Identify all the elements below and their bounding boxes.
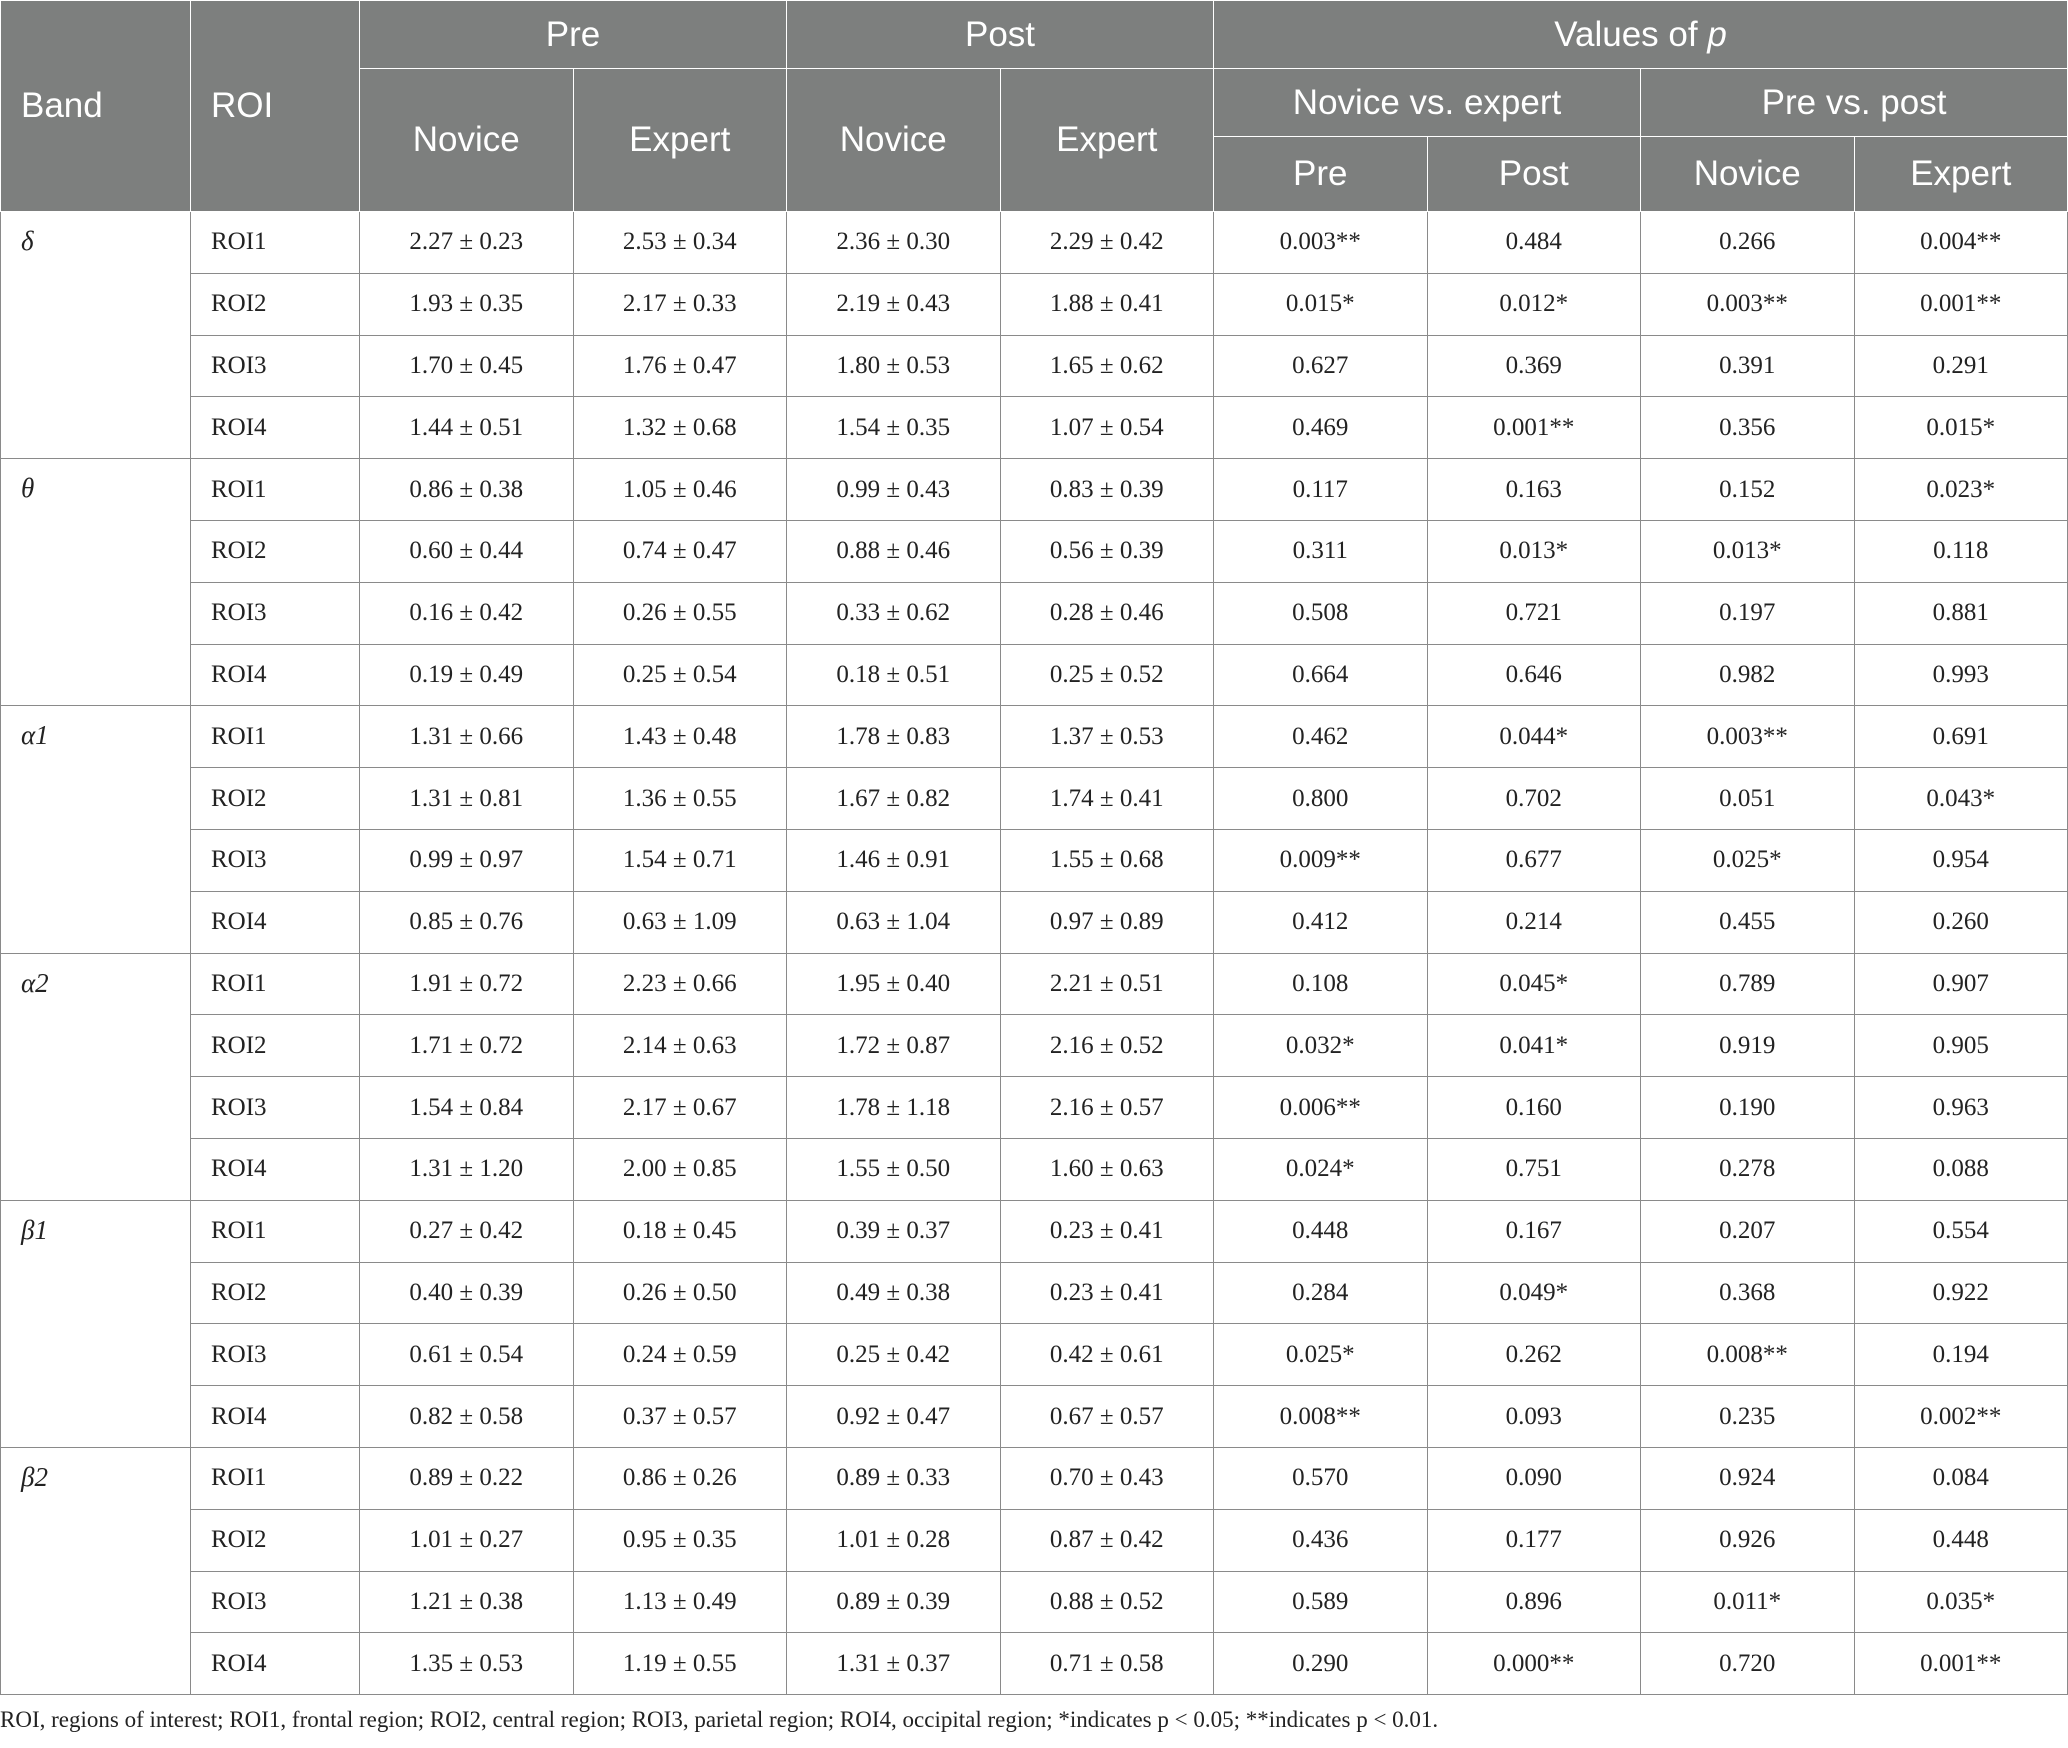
roi-cell: ROI1 xyxy=(191,953,360,1015)
cell-post-expert: 1.37 ± 0.53 xyxy=(1000,706,1214,768)
cell-p-ne-post: 0.702 xyxy=(1427,768,1641,830)
cell-p-pp-novice: 0.190 xyxy=(1641,1077,1855,1139)
cell-post-expert: 0.56 ± 0.39 xyxy=(1000,520,1214,582)
cell-post-novice: 0.25 ± 0.42 xyxy=(787,1324,1001,1386)
roi-cell: ROI2 xyxy=(191,1015,360,1077)
header-pvp-expert: Expert xyxy=(1854,137,2068,212)
cell-p-pp-expert: 0.088 xyxy=(1854,1138,2068,1200)
roi-cell: ROI3 xyxy=(191,1324,360,1386)
cell-pre-novice: 0.16 ± 0.42 xyxy=(360,582,574,644)
cell-post-novice: 0.88 ± 0.46 xyxy=(787,520,1001,582)
header-post-expert: Expert xyxy=(1000,69,1214,212)
cell-pre-novice: 1.71 ± 0.72 xyxy=(360,1015,574,1077)
cell-p-ne-post: 0.484 xyxy=(1427,212,1641,274)
cell-post-novice: 2.36 ± 0.30 xyxy=(787,212,1001,274)
cell-p-ne-pre: 0.664 xyxy=(1214,644,1428,706)
cell-post-expert: 0.67 ± 0.57 xyxy=(1000,1386,1214,1448)
cell-p-ne-post: 0.044* xyxy=(1427,706,1641,768)
cell-p-pp-expert: 0.691 xyxy=(1854,706,2068,768)
header-pre-vs-post: Pre vs. post xyxy=(1641,69,2068,137)
band-label: α1 xyxy=(1,706,191,953)
cell-p-ne-post: 0.167 xyxy=(1427,1200,1641,1262)
cell-post-novice: 0.99 ± 0.43 xyxy=(787,459,1001,521)
roi-cell: ROI3 xyxy=(191,1077,360,1139)
header-roi: ROI xyxy=(191,1,360,212)
cell-p-ne-pre: 0.436 xyxy=(1214,1509,1428,1571)
cell-post-novice: 1.72 ± 0.87 xyxy=(787,1015,1001,1077)
cell-pre-expert: 2.14 ± 0.63 xyxy=(573,1015,787,1077)
cell-p-pp-novice: 0.391 xyxy=(1641,335,1855,397)
table-row xyxy=(1,953,2068,1015)
cell-p-pp-expert: 0.291 xyxy=(1854,335,2068,397)
cell-pre-expert: 0.26 ± 0.50 xyxy=(573,1262,787,1324)
cell-post-expert: 0.23 ± 0.41 xyxy=(1000,1200,1214,1262)
table-row xyxy=(1,1509,2068,1571)
cell-p-pp-novice: 0.982 xyxy=(1641,644,1855,706)
table-row xyxy=(1,768,2068,830)
cell-p-ne-pre: 0.015* xyxy=(1214,273,1428,335)
cell-pre-novice: 1.35 ± 0.53 xyxy=(360,1633,574,1695)
cell-p-pp-expert: 0.905 xyxy=(1854,1015,2068,1077)
cell-post-expert: 1.60 ± 0.63 xyxy=(1000,1138,1214,1200)
cell-post-novice: 0.63 ± 1.04 xyxy=(787,891,1001,953)
cell-p-ne-pre: 0.006** xyxy=(1214,1077,1428,1139)
cell-p-pp-novice: 0.926 xyxy=(1641,1509,1855,1571)
cell-p-ne-post: 0.012* xyxy=(1427,273,1641,335)
cell-pre-novice: 0.40 ± 0.39 xyxy=(360,1262,574,1324)
cell-pre-novice: 0.85 ± 0.76 xyxy=(360,891,574,953)
cell-p-ne-pre: 0.589 xyxy=(1214,1571,1428,1633)
header-nve-pre: Pre xyxy=(1214,137,1428,212)
cell-p-ne-pre: 0.508 xyxy=(1214,582,1428,644)
cell-post-novice: 2.19 ± 0.43 xyxy=(787,273,1001,335)
table-row xyxy=(1,1015,2068,1077)
cell-pre-expert: 1.43 ± 0.48 xyxy=(573,706,787,768)
cell-pre-expert: 0.37 ± 0.57 xyxy=(573,1386,787,1448)
cell-p-pp-expert: 0.043* xyxy=(1854,768,2068,830)
header-p-italic: p xyxy=(1707,14,1727,54)
cell-pre-expert: 2.00 ± 0.85 xyxy=(573,1138,787,1200)
cell-pre-expert: 1.19 ± 0.55 xyxy=(573,1633,787,1695)
table-footnote: ROI, regions of interest; ROI1, frontal region; ROI2, central region; ROI3, parietal region; ROI4, occipital region; *indicates p < 0.05; **indicates p < 0.01. xyxy=(0,1707,1439,1732)
cell-p-ne-post: 0.041* xyxy=(1427,1015,1641,1077)
table-body xyxy=(1,212,2068,1695)
cell-post-novice: 0.89 ± 0.39 xyxy=(787,1571,1001,1633)
table-row xyxy=(1,706,2068,768)
cell-p-ne-post: 0.160 xyxy=(1427,1077,1641,1139)
cell-p-pp-expert: 0.448 xyxy=(1854,1509,2068,1571)
table-row xyxy=(1,891,2068,953)
cell-p-pp-expert: 0.881 xyxy=(1854,582,2068,644)
cell-p-pp-expert: 0.004** xyxy=(1854,212,2068,274)
header-pvp-novice: Novice xyxy=(1641,137,1855,212)
cell-post-novice: 1.31 ± 0.37 xyxy=(787,1633,1001,1695)
cell-post-novice: 0.39 ± 0.37 xyxy=(787,1200,1001,1262)
roi-cell: ROI1 xyxy=(191,212,360,274)
cell-pre-novice: 2.27 ± 0.23 xyxy=(360,212,574,274)
roi-cell: ROI3 xyxy=(191,582,360,644)
table-row xyxy=(1,1262,2068,1324)
cell-post-expert: 2.29 ± 0.42 xyxy=(1000,212,1214,274)
cell-p-ne-post: 0.163 xyxy=(1427,459,1641,521)
cell-pre-novice: 1.44 ± 0.51 xyxy=(360,397,574,459)
cell-p-ne-post: 0.177 xyxy=(1427,1509,1641,1571)
roi-cell: ROI1 xyxy=(191,459,360,521)
cell-pre-expert: 2.17 ± 0.33 xyxy=(573,273,787,335)
cell-pre-expert: 1.54 ± 0.71 xyxy=(573,829,787,891)
cell-p-pp-expert: 0.907 xyxy=(1854,953,2068,1015)
cell-p-ne-pre: 0.412 xyxy=(1214,891,1428,953)
cell-p-pp-expert: 0.554 xyxy=(1854,1200,2068,1262)
cell-p-ne-post: 0.369 xyxy=(1427,335,1641,397)
cell-p-pp-novice: 0.011* xyxy=(1641,1571,1855,1633)
cell-post-expert: 1.07 ± 0.54 xyxy=(1000,397,1214,459)
cell-pre-novice: 0.60 ± 0.44 xyxy=(360,520,574,582)
cell-post-novice: 1.67 ± 0.82 xyxy=(787,768,1001,830)
cell-post-expert: 0.25 ± 0.52 xyxy=(1000,644,1214,706)
cell-pre-expert: 0.86 ± 0.26 xyxy=(573,1447,787,1509)
cell-post-expert: 2.21 ± 0.51 xyxy=(1000,953,1214,1015)
band-label: α2 xyxy=(1,953,191,1200)
cell-post-expert: 2.16 ± 0.52 xyxy=(1000,1015,1214,1077)
cell-p-ne-post: 0.000** xyxy=(1427,1633,1641,1695)
cell-post-expert: 1.88 ± 0.41 xyxy=(1000,273,1214,335)
cell-post-expert: 0.83 ± 0.39 xyxy=(1000,459,1214,521)
cell-post-expert: 0.87 ± 0.42 xyxy=(1000,1509,1214,1571)
cell-p-ne-pre: 0.627 xyxy=(1214,335,1428,397)
roi-cell: ROI3 xyxy=(191,829,360,891)
band-label: δ xyxy=(1,212,191,459)
header-pre: Pre xyxy=(360,1,787,69)
cell-p-ne-pre: 0.025* xyxy=(1214,1324,1428,1386)
cell-pre-expert: 2.17 ± 0.67 xyxy=(573,1077,787,1139)
cell-p-pp-expert: 0.001** xyxy=(1854,1633,2068,1695)
cell-pre-novice: 1.70 ± 0.45 xyxy=(360,335,574,397)
cell-p-pp-novice: 0.152 xyxy=(1641,459,1855,521)
cell-p-pp-novice: 0.025* xyxy=(1641,829,1855,891)
cell-p-ne-pre: 0.009** xyxy=(1214,829,1428,891)
table-row xyxy=(1,644,2068,706)
cell-p-pp-expert: 0.963 xyxy=(1854,1077,2068,1139)
cell-p-pp-novice: 0.356 xyxy=(1641,397,1855,459)
cell-p-pp-novice: 0.235 xyxy=(1641,1386,1855,1448)
cell-pre-expert: 2.23 ± 0.66 xyxy=(573,953,787,1015)
cell-p-ne-post: 0.093 xyxy=(1427,1386,1641,1448)
cell-p-pp-novice: 0.008** xyxy=(1641,1324,1855,1386)
cell-post-expert: 0.28 ± 0.46 xyxy=(1000,582,1214,644)
header-pre-novice: Novice xyxy=(360,69,574,212)
roi-cell: ROI4 xyxy=(191,644,360,706)
cell-pre-novice: 0.27 ± 0.42 xyxy=(360,1200,574,1262)
cell-p-ne-post: 0.896 xyxy=(1427,1571,1641,1633)
cell-p-pp-novice: 0.013* xyxy=(1641,520,1855,582)
table-row xyxy=(1,335,2068,397)
cell-pre-novice: 1.31 ± 1.20 xyxy=(360,1138,574,1200)
cell-post-novice: 1.46 ± 0.91 xyxy=(787,829,1001,891)
cell-pre-novice: 0.19 ± 0.49 xyxy=(360,644,574,706)
cell-p-pp-expert: 0.015* xyxy=(1854,397,2068,459)
cell-p-pp-novice: 0.003** xyxy=(1641,706,1855,768)
cell-p-ne-pre: 0.032* xyxy=(1214,1015,1428,1077)
roi-cell: ROI4 xyxy=(191,891,360,953)
cell-post-expert: 0.88 ± 0.52 xyxy=(1000,1571,1214,1633)
roi-cell: ROI2 xyxy=(191,768,360,830)
table-row xyxy=(1,212,2068,274)
cell-p-ne-post: 0.646 xyxy=(1427,644,1641,706)
cell-p-pp-expert: 0.194 xyxy=(1854,1324,2068,1386)
cell-p-pp-novice: 0.919 xyxy=(1641,1015,1855,1077)
cell-p-pp-novice: 0.197 xyxy=(1641,582,1855,644)
roi-cell: ROI1 xyxy=(191,1200,360,1262)
table-header xyxy=(1,1,2068,212)
roi-cell: ROI4 xyxy=(191,397,360,459)
roi-cell: ROI2 xyxy=(191,1509,360,1571)
table-row xyxy=(1,582,2068,644)
table-row xyxy=(1,1633,2068,1695)
cell-p-ne-post: 0.001** xyxy=(1427,397,1641,459)
cell-post-expert: 0.42 ± 0.61 xyxy=(1000,1324,1214,1386)
table-row xyxy=(1,459,2068,521)
cell-p-pp-expert: 0.260 xyxy=(1854,891,2068,953)
cell-p-ne-pre: 0.800 xyxy=(1214,768,1428,830)
cell-p-pp-expert: 0.084 xyxy=(1854,1447,2068,1509)
cell-p-pp-novice: 0.003** xyxy=(1641,273,1855,335)
cell-pre-novice: 0.89 ± 0.22 xyxy=(360,1447,574,1509)
cell-pre-expert: 1.36 ± 0.55 xyxy=(573,768,787,830)
cell-post-novice: 1.78 ± 1.18 xyxy=(787,1077,1001,1139)
cell-post-novice: 1.95 ± 0.40 xyxy=(787,953,1001,1015)
cell-pre-expert: 0.74 ± 0.47 xyxy=(573,520,787,582)
cell-post-expert: 0.70 ± 0.43 xyxy=(1000,1447,1214,1509)
cell-p-pp-novice: 0.051 xyxy=(1641,768,1855,830)
header-values-of-prefix: Values of xyxy=(1554,14,1708,54)
cell-post-novice: 1.78 ± 0.83 xyxy=(787,706,1001,768)
roi-cell: ROI1 xyxy=(191,1447,360,1509)
cell-p-ne-post: 0.214 xyxy=(1427,891,1641,953)
cell-pre-novice: 0.99 ± 0.97 xyxy=(360,829,574,891)
cell-p-pp-expert: 0.002** xyxy=(1854,1386,2068,1448)
header-band: Band xyxy=(1,1,191,212)
cell-pre-expert: 1.13 ± 0.49 xyxy=(573,1571,787,1633)
cell-p-ne-post: 0.721 xyxy=(1427,582,1641,644)
cell-p-pp-novice: 0.266 xyxy=(1641,212,1855,274)
band-label: θ xyxy=(1,459,191,706)
cell-p-ne-pre: 0.108 xyxy=(1214,953,1428,1015)
cell-post-novice: 0.33 ± 0.62 xyxy=(787,582,1001,644)
cell-pre-novice: 1.93 ± 0.35 xyxy=(360,273,574,335)
cell-p-pp-novice: 0.789 xyxy=(1641,953,1855,1015)
table-row xyxy=(1,1200,2068,1262)
cell-p-pp-expert: 0.035* xyxy=(1854,1571,2068,1633)
cell-post-novice: 1.01 ± 0.28 xyxy=(787,1509,1001,1571)
table-row xyxy=(1,1571,2068,1633)
cell-p-pp-novice: 0.278 xyxy=(1641,1138,1855,1200)
cell-pre-novice: 1.31 ± 0.66 xyxy=(360,706,574,768)
cell-post-novice: 0.89 ± 0.33 xyxy=(787,1447,1001,1509)
cell-p-ne-post: 0.013* xyxy=(1427,520,1641,582)
header-post: Post xyxy=(787,1,1214,69)
cell-pre-expert: 0.18 ± 0.45 xyxy=(573,1200,787,1262)
cell-post-novice: 0.92 ± 0.47 xyxy=(787,1386,1001,1448)
cell-pre-expert: 0.25 ± 0.54 xyxy=(573,644,787,706)
cell-p-ne-pre: 0.469 xyxy=(1214,397,1428,459)
cell-pre-novice: 0.61 ± 0.54 xyxy=(360,1324,574,1386)
table-row xyxy=(1,520,2068,582)
header-values-of-p xyxy=(1214,1,2068,69)
cell-pre-novice: 1.91 ± 0.72 xyxy=(360,953,574,1015)
cell-p-ne-pre: 0.003** xyxy=(1214,212,1428,274)
cell-p-pp-novice: 0.455 xyxy=(1641,891,1855,953)
cell-post-expert: 2.16 ± 0.57 xyxy=(1000,1077,1214,1139)
table-row xyxy=(1,273,2068,335)
cell-post-expert: 1.74 ± 0.41 xyxy=(1000,768,1214,830)
cell-p-ne-pre: 0.024* xyxy=(1214,1138,1428,1200)
roi-cell: ROI3 xyxy=(191,1571,360,1633)
table-row xyxy=(1,1386,2068,1448)
cell-p-ne-post: 0.751 xyxy=(1427,1138,1641,1200)
table-row xyxy=(1,1138,2068,1200)
cell-p-ne-pre: 0.311 xyxy=(1214,520,1428,582)
cell-p-pp-expert: 0.118 xyxy=(1854,520,2068,582)
table-row xyxy=(1,1077,2068,1139)
cell-post-expert: 1.55 ± 0.68 xyxy=(1000,829,1214,891)
cell-p-pp-expert: 0.954 xyxy=(1854,829,2068,891)
cell-p-ne-pre: 0.462 xyxy=(1214,706,1428,768)
cell-post-expert: 0.71 ± 0.58 xyxy=(1000,1633,1214,1695)
cell-p-pp-novice: 0.207 xyxy=(1641,1200,1855,1262)
roi-cell: ROI2 xyxy=(191,1262,360,1324)
cell-post-novice: 1.55 ± 0.50 xyxy=(787,1138,1001,1200)
cell-p-ne-pre: 0.570 xyxy=(1214,1447,1428,1509)
table-row xyxy=(1,1447,2068,1509)
header-novice-vs-expert: Novice vs. expert xyxy=(1214,69,1641,137)
header-nve-post: Post xyxy=(1427,137,1641,212)
roi-cell: ROI2 xyxy=(191,520,360,582)
table-row xyxy=(1,397,2068,459)
cell-p-ne-post: 0.090 xyxy=(1427,1447,1641,1509)
cell-p-pp-novice: 0.720 xyxy=(1641,1633,1855,1695)
cell-p-pp-novice: 0.368 xyxy=(1641,1262,1855,1324)
cell-post-novice: 1.80 ± 0.53 xyxy=(787,335,1001,397)
cell-pre-expert: 1.32 ± 0.68 xyxy=(573,397,787,459)
cell-p-ne-pre: 0.008** xyxy=(1214,1386,1428,1448)
cell-p-ne-pre: 0.117 xyxy=(1214,459,1428,521)
cell-post-novice: 0.49 ± 0.38 xyxy=(787,1262,1001,1324)
roi-cell: ROI4 xyxy=(191,1386,360,1448)
cell-pre-novice: 1.54 ± 0.84 xyxy=(360,1077,574,1139)
roi-cell: ROI4 xyxy=(191,1633,360,1695)
cell-p-ne-post: 0.677 xyxy=(1427,829,1641,891)
cell-post-expert: 0.23 ± 0.41 xyxy=(1000,1262,1214,1324)
cell-pre-novice: 1.21 ± 0.38 xyxy=(360,1571,574,1633)
cell-post-expert: 1.65 ± 0.62 xyxy=(1000,335,1214,397)
cell-p-pp-novice: 0.924 xyxy=(1641,1447,1855,1509)
table-row xyxy=(1,1324,2068,1386)
header-post-novice: Novice xyxy=(787,69,1001,212)
cell-p-ne-post: 0.049* xyxy=(1427,1262,1641,1324)
cell-post-novice: 0.18 ± 0.51 xyxy=(787,644,1001,706)
roi-cell: ROI2 xyxy=(191,273,360,335)
cell-p-pp-expert: 0.023* xyxy=(1854,459,2068,521)
cell-p-ne-post: 0.262 xyxy=(1427,1324,1641,1386)
roi-cell: ROI3 xyxy=(191,335,360,397)
roi-cell: ROI1 xyxy=(191,706,360,768)
cell-pre-novice: 1.01 ± 0.27 xyxy=(360,1509,574,1571)
cell-p-ne-post: 0.045* xyxy=(1427,953,1641,1015)
cell-pre-expert: 2.53 ± 0.34 xyxy=(573,212,787,274)
cell-pre-expert: 0.63 ± 1.09 xyxy=(573,891,787,953)
cell-p-pp-expert: 0.001** xyxy=(1854,273,2068,335)
band-label: β2 xyxy=(1,1447,191,1694)
band-label: β1 xyxy=(1,1200,191,1447)
cell-pre-novice: 0.86 ± 0.38 xyxy=(360,459,574,521)
cell-post-expert: 0.97 ± 0.89 xyxy=(1000,891,1214,953)
cell-p-ne-pre: 0.290 xyxy=(1214,1633,1428,1695)
cell-p-ne-pre: 0.284 xyxy=(1214,1262,1428,1324)
table-row xyxy=(1,829,2068,891)
cell-pre-expert: 0.24 ± 0.59 xyxy=(573,1324,787,1386)
cell-pre-novice: 0.82 ± 0.58 xyxy=(360,1386,574,1448)
cell-post-novice: 1.54 ± 0.35 xyxy=(787,397,1001,459)
cell-pre-expert: 0.26 ± 0.55 xyxy=(573,582,787,644)
cell-p-pp-expert: 0.993 xyxy=(1854,644,2068,706)
roi-cell: ROI4 xyxy=(191,1138,360,1200)
cell-p-pp-expert: 0.922 xyxy=(1854,1262,2068,1324)
cell-pre-novice: 1.31 ± 0.81 xyxy=(360,768,574,830)
cell-pre-expert: 0.95 ± 0.35 xyxy=(573,1509,787,1571)
header-pre-expert: Expert xyxy=(573,69,787,212)
cell-p-ne-pre: 0.448 xyxy=(1214,1200,1428,1262)
cell-pre-expert: 1.05 ± 0.46 xyxy=(573,459,787,521)
cell-pre-expert: 1.76 ± 0.47 xyxy=(573,335,787,397)
